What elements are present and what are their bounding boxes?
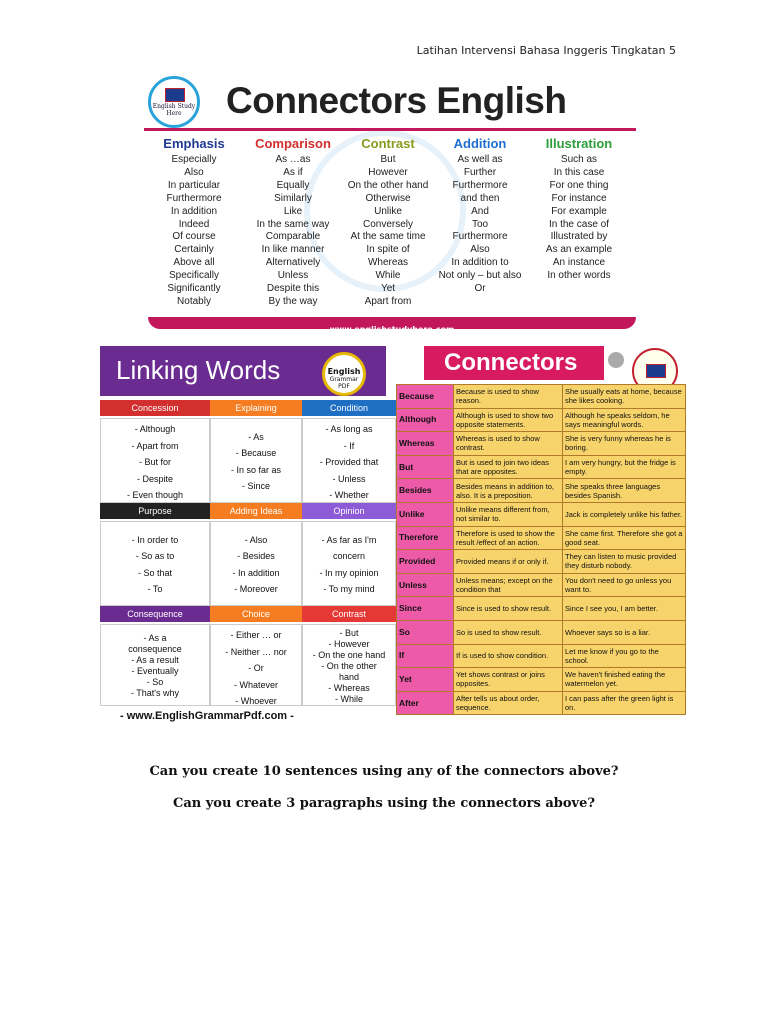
description-cell: Therefore is used to show the result /effect of an action.: [454, 526, 563, 550]
connector-word: Certainly: [174, 244, 214, 256]
description-cell: Unlike means different from, not similar to.: [454, 502, 563, 526]
table-row: [397, 550, 686, 574]
connector-cell: Provided: [397, 550, 454, 574]
linking-word: - Whatever: [233, 679, 278, 690]
linking-word: - On the one hand: [312, 649, 386, 660]
connector-word: In particular: [167, 179, 221, 191]
description-cell: If is used to show condition.: [454, 644, 563, 668]
description-cell: Provided means if or only if.: [454, 550, 563, 574]
description-cell: Because is used to show reason.: [454, 385, 563, 409]
connector-word: On the other hand: [347, 179, 429, 191]
connector-word: An instance: [552, 257, 606, 269]
description-cell: Since is used to show result.: [454, 597, 563, 621]
connector-cell: After: [397, 691, 454, 715]
table-row: [397, 479, 686, 503]
english-grammar-pdf-badge: [322, 352, 366, 396]
linking-word: - But: [339, 627, 359, 638]
connector-word: At the same time: [350, 231, 426, 243]
connector-word: As an example: [545, 244, 613, 256]
description-cell: So is used to show result.: [454, 620, 563, 644]
description-cell: Yet shows contrast or joins opposites.: [454, 668, 563, 692]
linking-word: - So: [146, 677, 164, 687]
table-row: [397, 385, 686, 409]
category-header: Concession: [100, 400, 210, 416]
panel-title: Connectors: [444, 349, 578, 376]
connector-cell: So: [397, 620, 454, 644]
connector-word: However: [368, 166, 408, 178]
category-header: Condition: [302, 400, 396, 416]
example-cell: She speaks three languages besides Spanish.: [563, 479, 686, 503]
category-header: Purpose: [100, 503, 210, 519]
example-cell: We haven't finished eating the watermelon yet.: [563, 668, 686, 692]
connector-cell: Unless: [397, 573, 454, 597]
connector-word: And: [471, 205, 489, 217]
english-study-here-logo: [148, 76, 200, 128]
column-illustration: [534, 136, 624, 283]
connector-cell: Whereas: [397, 432, 454, 456]
connector-word: For example: [551, 205, 607, 217]
example-cell: I can pass after the green light is on.: [563, 691, 686, 715]
connector-word: Like: [283, 205, 303, 217]
url-bar: [148, 317, 636, 334]
category-items: [302, 418, 396, 503]
linking-word: - In my opinion: [319, 567, 379, 578]
category-header: Consequence: [100, 606, 210, 622]
connector-cell: Besides: [397, 479, 454, 503]
table-row: [397, 526, 686, 550]
connector-word: Despite this: [266, 283, 320, 295]
table-row: [397, 455, 686, 479]
description-cell: After tells us about order, sequence.: [454, 691, 563, 715]
description-cell: Although is used to show two opposite statements.: [454, 408, 563, 432]
example-cell: I am very hungry, but the fridge is empty.: [563, 455, 686, 479]
linking-word: - So that: [137, 567, 173, 578]
uk-flag-icon: [165, 88, 185, 102]
linking-word: - Although: [134, 424, 176, 434]
connector-cell: If: [397, 644, 454, 668]
connector-word: Too: [471, 218, 489, 230]
connector-word: For instance: [551, 192, 607, 204]
connector-word: Yet: [380, 283, 396, 295]
connector-word: Indeed: [178, 218, 210, 230]
magnify-icon: [608, 352, 624, 368]
connector-word: Of course: [172, 231, 216, 243]
linking-word: - As a result: [131, 655, 179, 665]
example-cell: Although he speaks seldom, he says meaningful words.: [563, 408, 686, 432]
category-items: [302, 521, 396, 606]
connector-cell: Since: [397, 597, 454, 621]
connector-word: In like manner: [261, 244, 325, 256]
header-note: Latihan Intervensi Bahasa Inggeris Tingkatan 5: [416, 44, 676, 57]
linking-word: - However: [328, 638, 370, 649]
connector-word: In other words: [547, 270, 611, 282]
table-row: [397, 573, 686, 597]
example-cell: She is very funny whereas he is boring.: [563, 432, 686, 456]
connector-word: Conversely: [362, 218, 414, 230]
connector-word: In addition to: [451, 257, 509, 269]
connector-word: Furthermore: [452, 179, 508, 191]
linking-word: - Provided that: [319, 457, 379, 467]
table-row: [397, 644, 686, 668]
connector-word: For one thing: [549, 179, 609, 191]
connector-columns: [154, 136, 634, 316]
connector-word: Comparable: [265, 231, 321, 243]
linking-word: - Neither … nor: [225, 646, 287, 657]
table-row: [397, 691, 686, 715]
question-2: Can you create 3 paragraphs using the connectors above?: [172, 796, 596, 811]
category-items: [210, 624, 302, 706]
site-url: www.englishstudyhere.com: [329, 325, 455, 334]
linking-word: - As long as: [325, 424, 373, 434]
linking-word: - Whoever: [235, 696, 277, 706]
table-row: [397, 620, 686, 644]
connector-word: Especially: [171, 154, 217, 165]
linking-words-panel: [100, 346, 386, 724]
connector-word: As if: [283, 166, 303, 178]
table-row: [397, 408, 686, 432]
column-heading: Illustration: [545, 136, 613, 151]
connector-word: Alternatively: [265, 257, 321, 269]
connector-word: Whereas: [367, 257, 408, 269]
linking-word: - In order to: [131, 534, 179, 545]
linking-word: concern: [332, 551, 366, 561]
table-row: [397, 668, 686, 692]
logo-text: English Study Here: [152, 103, 196, 117]
linking-word: consequence: [128, 644, 182, 654]
connector-word: Unless: [277, 270, 309, 282]
linking-word: - But for: [138, 457, 171, 467]
connector-word: Significantly: [167, 283, 221, 295]
linking-word: - Despite: [136, 473, 173, 484]
connector-word: Apart from: [364, 295, 412, 307]
category-header: Contrast: [302, 606, 396, 622]
connector-word: Above all: [173, 257, 215, 269]
connector-cell: Yet: [397, 668, 454, 692]
column-heading: Contrast: [361, 136, 415, 151]
column-contrast: [340, 136, 436, 309]
description-cell: But is used to join two ideas that are opposites.: [454, 455, 563, 479]
category-header: Opinion: [302, 503, 396, 519]
column-heading: Addition: [453, 136, 507, 151]
category-items: [210, 521, 302, 606]
linking-word: - Whether: [329, 490, 369, 500]
connector-word: Or: [474, 283, 486, 295]
connector-word: Also: [470, 244, 490, 256]
column-addition: [432, 136, 528, 296]
connector-cell: But: [397, 455, 454, 479]
category-items: [302, 624, 396, 706]
category-header: Explaining: [210, 400, 302, 416]
connector-word: In addition: [170, 205, 218, 217]
connector-word: Illustrated by: [550, 231, 608, 243]
linking-word: - If: [343, 440, 355, 451]
connectors-table-panel: [396, 346, 686, 724]
linking-word: - That's why: [130, 688, 180, 698]
column-comparison: [250, 136, 336, 309]
connector-word: and then: [460, 192, 500, 204]
connector-cell: Although: [397, 408, 454, 432]
linking-word: - In addition: [232, 567, 280, 578]
table-row: [397, 597, 686, 621]
connector-cell: Unlike: [397, 502, 454, 526]
linking-word: - Or: [248, 663, 264, 673]
linking-word: - As a: [143, 633, 167, 643]
example-cell: She came first. Therefore she got a good seat.: [563, 526, 686, 550]
example-cell: They can listen to music provided they disturb nobody.: [563, 550, 686, 574]
connector-word: In the same way: [256, 218, 330, 230]
connector-word: Equally: [276, 179, 310, 191]
linking-word: - To my mind: [323, 584, 375, 594]
category-items: [100, 521, 210, 606]
connectors-banner: [424, 346, 604, 380]
connector-word: Further: [463, 166, 497, 178]
linking-word: - Besides: [237, 551, 275, 561]
connector-word: By the way: [268, 295, 318, 307]
connector-word: Similarly: [274, 192, 312, 204]
badge-line1: English: [327, 367, 361, 376]
linking-word: - On the other: [321, 660, 377, 671]
category-items: [210, 418, 302, 503]
uk-flag-icon: [646, 364, 666, 378]
linking-word: - Apart from: [131, 440, 179, 451]
title-rule: [144, 128, 636, 131]
category-items: [100, 624, 210, 706]
connector-word: While: [375, 270, 401, 282]
linking-word: - While: [334, 693, 363, 704]
linking-word: - As far as I'm: [321, 534, 377, 545]
connector-word: In spite of: [366, 244, 410, 256]
connector-word: But: [380, 154, 396, 165]
connector-word: Furthermore: [452, 231, 508, 243]
example-cell: Since I see you, I am better.: [563, 597, 686, 621]
table-row: [397, 432, 686, 456]
description-cell: Besides means in addition to, also. It is a preposition.: [454, 479, 563, 503]
connector-word: Furthermore: [166, 192, 222, 204]
category-items: [100, 418, 210, 503]
connector-word: In the case of: [548, 218, 610, 230]
linking-word: - So as to: [135, 551, 175, 561]
example-cell: Let me know if you go to the school.: [563, 644, 686, 668]
connector-word: In this case: [553, 166, 605, 178]
example-cell: Whoever says so is a liar.: [563, 620, 686, 644]
description-cell: Unless means; except on the condition that: [454, 573, 563, 597]
badge-line2: Grammar PDF: [329, 376, 359, 390]
category-header: Choice: [210, 606, 302, 622]
linking-word: - Since: [241, 481, 270, 491]
linking-word: hand: [338, 671, 360, 682]
column-heading: Emphasis: [163, 136, 225, 151]
connector-cell: Because: [397, 385, 454, 409]
example-cell: You don't need to go unless you want to.: [563, 573, 686, 597]
panel-title: Linking Words: [116, 355, 281, 385]
panel-title: Connectors English: [226, 80, 567, 121]
description-cell: Whereas is used to show contrast.: [454, 432, 563, 456]
linking-word: - To: [147, 584, 163, 594]
question-1: Can you create 10 sentences using any of the connectors above?: [149, 764, 619, 779]
site-url: - www.EnglishGrammarPdf.com -: [120, 710, 294, 722]
example-cell: She usually eats at home, because she likes cooking.: [563, 385, 686, 409]
linking-word: - In so far as: [230, 464, 282, 475]
connector-word: Also: [184, 166, 204, 178]
connector-word: Specifically: [168, 270, 220, 282]
linking-word: - Unless: [332, 473, 366, 484]
connector-word: Unlike: [374, 205, 402, 217]
example-cell: Jack is completely unlike his father.: [563, 502, 686, 526]
column-heading: Comparison: [255, 136, 331, 151]
connector-word: As …as: [275, 154, 311, 165]
connector-word: Notably: [177, 295, 211, 307]
connector-word: Not only – but also: [438, 270, 522, 282]
connector-cell: Therefore: [397, 526, 454, 550]
connectors-english-panel: [144, 70, 640, 332]
linking-word: - Moreover: [234, 584, 278, 594]
connector-word: Otherwise: [365, 192, 411, 204]
linking-word: - Even though: [126, 490, 184, 500]
table-row: [397, 502, 686, 526]
linking-word: - Eventually: [131, 666, 179, 676]
connector-word: As well as: [457, 154, 503, 165]
category-header: Adding Ideas: [210, 503, 302, 519]
linking-word: - Because: [235, 448, 277, 458]
column-emphasis: [154, 136, 234, 309]
linking-word: - Whereas: [328, 682, 370, 693]
linking-word: - Also: [244, 534, 268, 545]
linking-word: - Either … or: [230, 630, 282, 640]
connectors-table: [396, 384, 686, 715]
connector-word: Such as: [560, 154, 598, 165]
linking-word: - As: [248, 431, 264, 442]
